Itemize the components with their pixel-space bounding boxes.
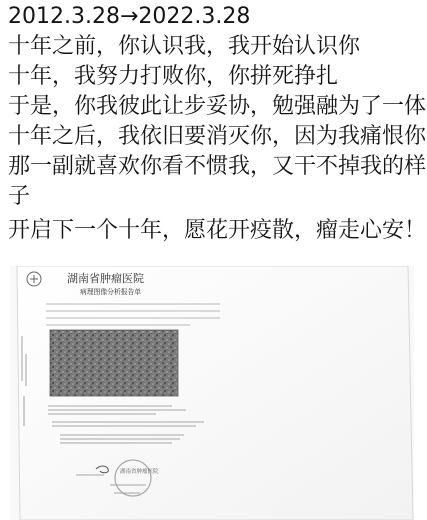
post-line-date-range: 2012.3.28→2022.3.28 [8, 4, 251, 29]
post-line-6: 子 [8, 184, 31, 209]
hospital-name: 湖南省肿瘤医院 [67, 272, 144, 285]
post-line-4: 十年之后，我依旧要消灭你，因为我痛恨你 [8, 124, 427, 149]
post-line-1: 十年之前，你认识我，我开始认识你 [8, 34, 361, 59]
post-line-2: 十年，我努力打败你，你拼死挣扎 [8, 64, 339, 89]
stamp-text: 湖南省肿瘤医院 [120, 469, 159, 475]
post-line-3: 于是，你我彼此让步妥协，勉强融为了一体 [8, 94, 427, 119]
pathology-report-photo[interactable] [10, 266, 414, 520]
post-text-block [8, 0, 427, 246]
post-line-7: 开启下一个十年，愿花开疫散，瘤走心安！ [8, 218, 427, 243]
post-line-5: 那一副就喜欢你看不惯我，又干不掉我的样 [8, 154, 427, 179]
report-title: 病理图像分析报告单 [80, 288, 142, 296]
pathology-report-image [10, 266, 414, 520]
